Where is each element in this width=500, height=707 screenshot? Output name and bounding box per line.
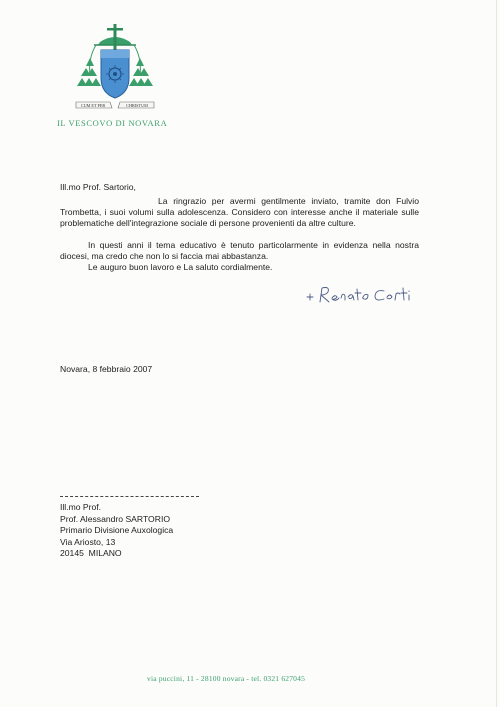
paragraph-3: Le auguro buon lavoro e La saluto cordialmente. (88, 262, 273, 272)
coat-of-arms-logo (70, 18, 160, 116)
coat-of-arms-graphic (70, 18, 160, 116)
letter-date: Novara, 8 febbraio 2007 (60, 364, 153, 374)
handwritten-signature (302, 280, 422, 306)
paragraph-2: In questi anni il tema educativo è tenuto particolarmente in evidenza nella nostra diocesi, ma credo che non lo si faccia mai abbastanza. (60, 240, 419, 261)
address-divider (60, 496, 199, 497)
recipient-address (60, 502, 173, 560)
recipient-line-4: Via Ariosto, 13 (60, 536, 116, 547)
recipient-line-5: 20145 MILANO (60, 548, 122, 558)
footer-address: via puccini, 11 - 28100 novara - tel. 0321 627045 (147, 674, 306, 683)
recipient-line-3: Primario Divisione Auxologica (60, 525, 174, 535)
motto-right: CHRISTUM (126, 103, 148, 108)
motto-left: CUM ET PER (80, 103, 106, 108)
paragraph-1: La ringrazio per avermi gentilmente inviato, tramite don Fulvio Trombetta, i suoi volumi sulla adolescenza. Considero con interesse anche il materiale sulle problematiche dell'integrazione sociale di persone provenienti da altre culture. (60, 196, 419, 228)
letterhead-title: IL VESCOVO DI NOVARA (57, 118, 168, 128)
salutation: Ill.mo Prof. Sartorio, (60, 182, 136, 192)
recipient-line-1: Ill.mo Prof. (60, 502, 102, 512)
recipient-line-2: Prof. Alessandro SARTORIO (60, 513, 171, 524)
